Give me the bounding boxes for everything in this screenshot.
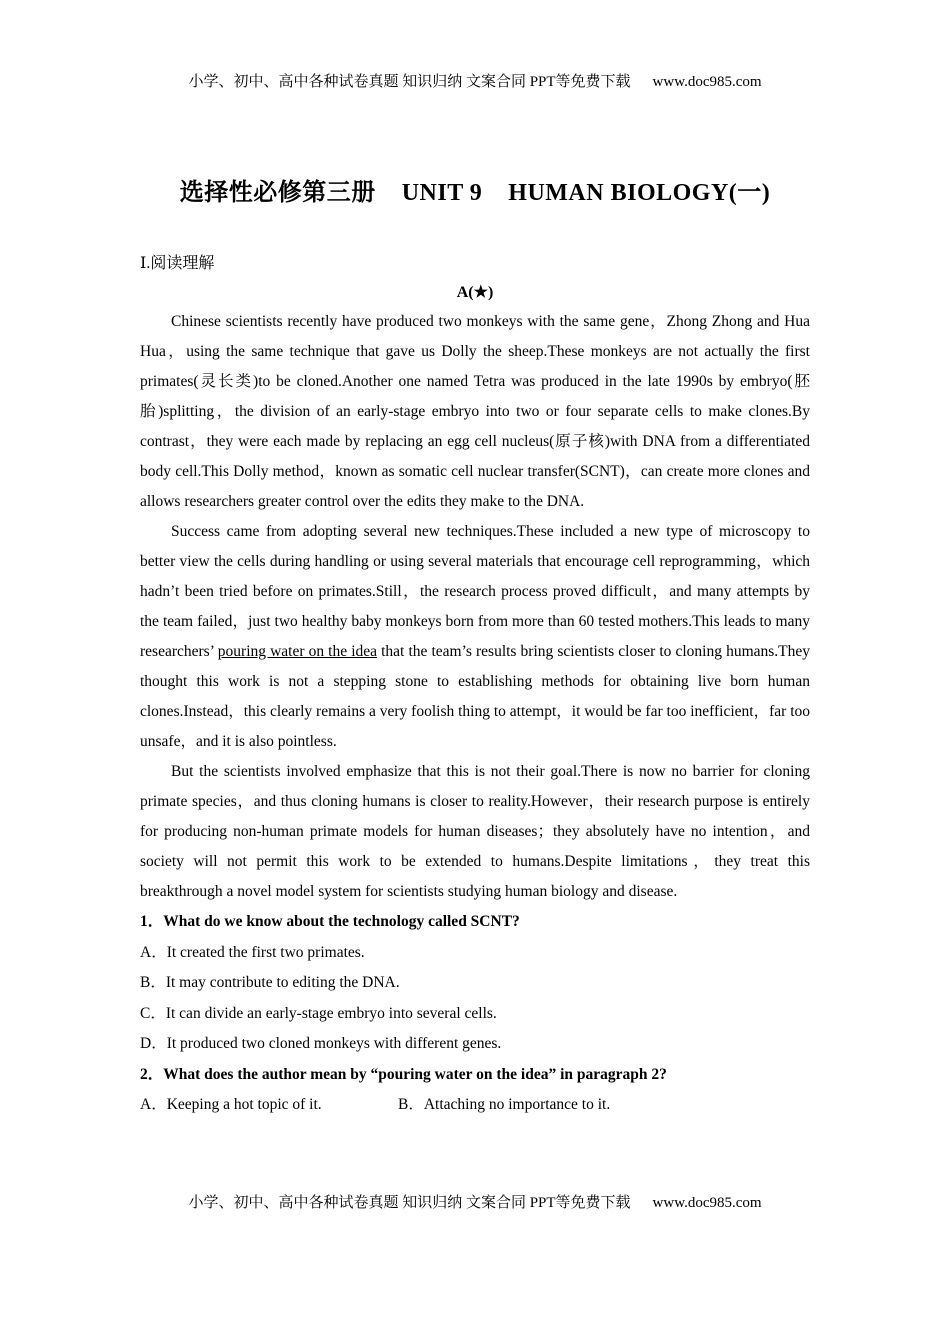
- header-text: 小学、初中、高中各种试卷真题 知识归纳 文案合同 PPT等免费下载: [188, 74, 631, 90]
- question-1-option-c: C．It can divide an early-stage embryo into several cells.: [140, 1004, 497, 1022]
- question-1-option-a: A．It created the first two primates.: [140, 943, 365, 961]
- title-part1: 选择性必修第三册: [179, 180, 376, 206]
- question-1-option-b: B．It may contribute to editing the DNA.: [140, 974, 400, 991]
- question-2-option-b: B．Attaching no importance to it.: [398, 1096, 611, 1113]
- paragraph-3: But the scientists involved emphasize that this is not their goal.There is now no barrier for cloning primate species，and thus cloning humans is closer to reality.However，their research purpose is entirely for producing non-human primate models for human diseases；they absolutely have no intention，and society will not permit this work to be extended to humans.Despite limitations，they treat this breakthrough a novel model system for scientists studying human biology and disease.: [140, 763, 810, 900]
- passage-body: [140, 307, 810, 1121]
- question-2-stem: 2．What does the author mean by “pouring water on the idea” in paragraph 2?: [140, 1065, 667, 1083]
- paragraph-1: Chinese scientists recently have produced two monkeys with the same gene，Zhong Zhong and Hua Hua，using the same technique that gave us Dolly the sheep.These monkeys are not actually the first primates(灵长类)to be cloned.Another one named Tetra was produced in the late 1990s by embryo(胚胎)splitting，the division of an early-stage embryo into two or four separate cells to make clones.By contrast，they were each made by replacing an egg cell nucleus(原子核)with DNA from a differentiated body cell.This Dolly method，known as somatic cell nuclear transfer(SCNT)，can create more clones and allows researchers greater control over the edits they make to the DNA.: [140, 313, 810, 510]
- footer-url[interactable]: www.doc985.com: [652, 1195, 762, 1211]
- question-1-stem: 1．What do we know about the technology called SCNT?: [140, 913, 520, 930]
- paragraph-2: [140, 517, 810, 757]
- question-1-option-d: D．It produced two cloned monkeys with different genes.: [140, 1035, 502, 1052]
- footer-text: 小学、初中、高中各种试卷真题 知识归纳 文案合同 PPT等免费下载: [188, 1195, 631, 1211]
- title-part3: HUMAN BIOLOGY(一): [508, 180, 771, 206]
- question-2-option-a: A．Keeping a hot topic of it.: [140, 1096, 322, 1113]
- header-url[interactable]: www.doc985.com: [652, 74, 762, 90]
- page-header-top: [0, 70, 950, 91]
- question-2-options: [140, 1090, 810, 1121]
- section-heading: Ⅰ.阅读理解: [140, 255, 215, 272]
- underlined-phrase: pouring water on the idea: [217, 643, 378, 660]
- paragraph-2-after: that the team’s results bring scientists closer to cloning humans.They thought this work is not a stepping stone to establishing methods for obtaining live born human clones.Instead，this clearly remains a very foolish thing to attempt，it would be far too inefficient，far too unsafe，and it is also pointless.: [140, 643, 811, 750]
- page-footer: [0, 1191, 950, 1212]
- page-title: [0, 172, 950, 207]
- title-part2: UNIT 9: [401, 180, 483, 206]
- passage-label: A(★): [456, 284, 494, 301]
- paragraph-2-before: Success came from adopting several new techniques.These included a new type of microscopy to better view the cells during handling or using several materials that encourage cell reprogramming，which hadn’t been tried before on primates.Still，the research process proved difficult，and many attempts by the team failed，just two healthy baby monkeys born from more than 60 tested mothers.This leads to many researchers’: [140, 523, 810, 660]
